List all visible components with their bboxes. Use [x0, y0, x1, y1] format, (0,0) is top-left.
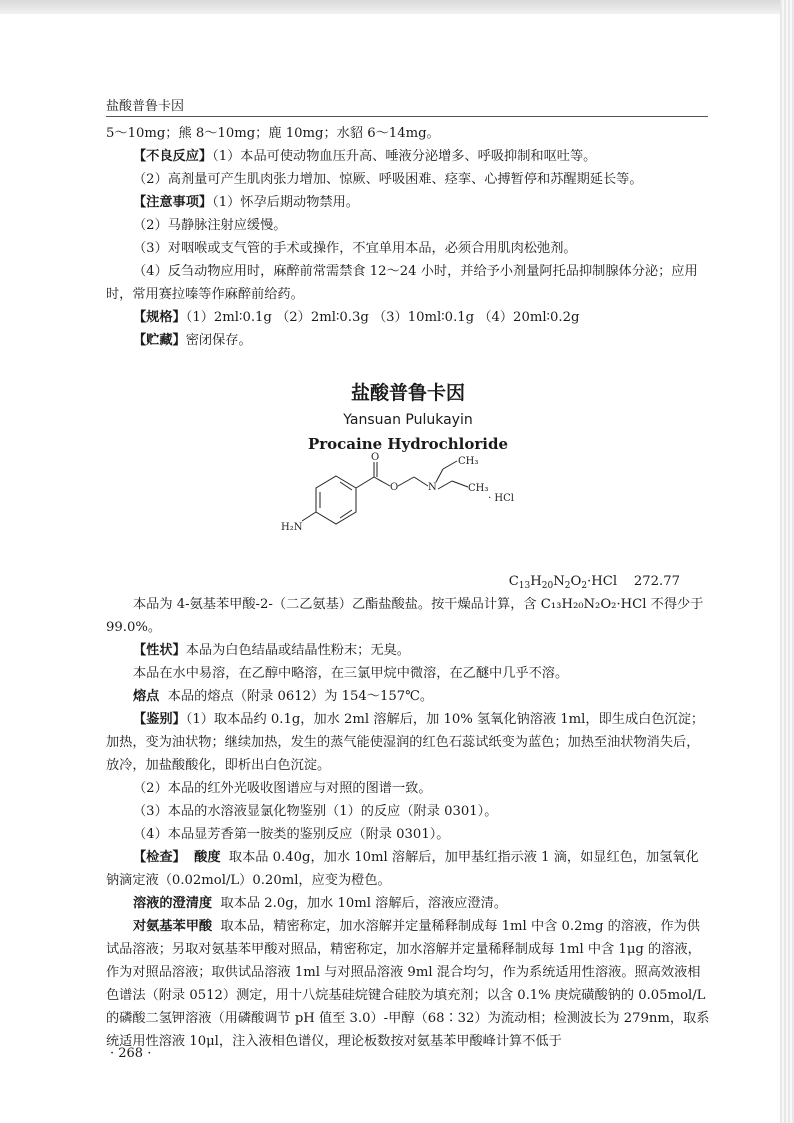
running-header: 盐酸普鲁卡因 [106, 99, 185, 114]
precautions-4: （4）反刍动物应用时，麻醉前常需禁食 12～24 小时，并给予小剂量阿托品抑制腺体分泌；应用时，常用赛拉嗪等作麻醉前给药。 [106, 264, 698, 302]
molecular-formula [106, 570, 710, 593]
intro-paragraph [106, 593, 710, 639]
solubility: 本品在水中易溶，在乙醇中略溶，在三氯甲烷中微溶，在乙醚中几乎不溶。 [133, 666, 569, 681]
monograph-title-english: Procaine Hydrochloride [307, 435, 509, 453]
properties [106, 639, 710, 662]
paragraph-text: （1）取本品约 0.1g，加水 2ml 溶解后，加 10% 氢氧化钠溶液 1ml，即生成白色沉淀；加热，变为油状物；继续加热，发生的蒸气能使湿润的红色石蕊试纸变为蓝色；加热至油状物消失后，放冷，加盐酸酸化，即析出白色沉淀。 [106, 712, 705, 773]
identification-2: （2）本品的红外光吸收图谱应与对照的图谱一致。 [133, 781, 432, 796]
section-label: 【鉴别】 [133, 712, 186, 727]
section-label: 熔点 [133, 689, 160, 704]
monograph-title-chinese: 盐酸普鲁卡因 [350, 382, 465, 404]
formula-subscript: 20 [541, 581, 554, 591]
paragraph-text: 密闭保存。 [185, 333, 252, 348]
scan-right-edge [780, 0, 794, 1123]
formula-element: C [508, 574, 519, 589]
paragraph-text: 本品的熔点（附录 0612）为 154～157℃。 [167, 689, 434, 704]
paragraph-text: 本品为 4-氨基苯甲酸-2-（二乙氨基）乙酯盐酸盐。按干燥品计算，含 [133, 597, 541, 612]
nitrogen-label: N [428, 482, 437, 493]
formula-subscript: 2 [581, 581, 588, 591]
adverse-reactions [106, 145, 710, 168]
methyl-label-1: CH₃ [458, 456, 479, 467]
page-number: · 268 · [110, 1046, 152, 1061]
formula-element: O [570, 574, 582, 589]
structure-drawing [106, 452, 710, 570]
molecular-weight: 272.77 [633, 574, 680, 589]
precautions [106, 191, 710, 214]
formula-subscript: 13 [518, 581, 531, 591]
paragraph-text: 本品为白色结晶或结晶性粉末；无臭。 [185, 643, 410, 658]
identification-4: （4）本品显芳香第一胺类的鉴别反应（附录 0301）。 [133, 827, 450, 842]
section-label: 【贮藏】 [133, 333, 186, 348]
subsection-label: 酸度 [194, 850, 221, 865]
amine-label: H₂N [281, 522, 303, 533]
ester-oxygen-label: O [390, 482, 399, 493]
formula-suffix: ·HCl [587, 574, 618, 589]
paragraph-text: 取本品 2.0g，加水 10ml 溶解后，溶液应澄清。 [220, 896, 508, 911]
carbonyl-oxygen-label: O [371, 452, 380, 463]
subsection-label: 对氨基苯甲酸 [133, 919, 213, 934]
monograph-title-pinyin: Yansuan Pulukayin [343, 412, 473, 428]
formula-element: N [553, 574, 565, 589]
header-rule [106, 116, 708, 117]
inline-formula: C₁₃H₂₀N₂O₂·HCl [540, 597, 647, 612]
storage [106, 329, 710, 352]
structural-formula [106, 452, 710, 570]
section-label: 【注意事项】 [133, 195, 213, 210]
paragraph-text: 取本品 0.40g，加水 10ml 溶解后，加甲基红指示液 1 滴，如显红色，加氢氧化钠滴定液（0.02mol/L）0.20ml，应变为橙色。 [106, 850, 699, 888]
precautions-3: （3）对咽喉或支气管的手术或操作，不宜单用本品，必须合用肌肉松弛剂。 [133, 241, 577, 256]
monograph-title-block [106, 378, 710, 456]
identification-3: （3）本品的水溶液显氯化物鉴别（1）的反应（附录 0301）。 [133, 804, 498, 819]
hcl-salt-label: · HCl [488, 493, 514, 504]
paragraph-text: 不得少于 99.0%。 [106, 597, 704, 635]
section-label: 【规格】 [133, 310, 186, 325]
scan-top-edge [0, 0, 794, 14]
section-label: 【检查】 [133, 850, 186, 865]
formula-element: H [530, 574, 542, 589]
identification [106, 708, 710, 777]
section-label: 【不良反应】 [133, 149, 213, 164]
adverse-reactions-2: （2）高剂量可产生肌肉张力增加、惊厥、呼吸困难、痉挛、心搏暂停和苏醒期延长等。 [133, 172, 643, 187]
precautions-2: （2）马静脉注射应缓慢。 [133, 218, 287, 233]
page-body [106, 122, 710, 1053]
melting-point [106, 685, 710, 708]
paragraph-text: （1）本品可使动物血压升高、唾液分泌增多、呼吸抑制和呕吐等。 [212, 149, 597, 164]
dose-line: 5～10mg；熊 8～10mg；鹿 10mg；水貂 6～14mg。 [106, 126, 440, 141]
tests-acidity [106, 846, 710, 892]
subsection-label: 溶液的澄清度 [133, 896, 213, 911]
paragraph-text: （1）2ml∶0.1g （2）2ml∶0.3g （3）10ml∶0.1g （4）20ml∶0.2g [185, 310, 580, 325]
paragraph-text: （1）怀孕后期动物禁用。 [212, 195, 359, 210]
paragraph-text: 取本品，精密称定，加水溶解并定量稀释制成每 1ml 中含 0.2mg 的溶液，作为供试品溶液；另取对氨基苯甲酸对照品，精密称定，加水溶解并定量稀释制成每 1ml 中含 1μg 的溶液，作为对照品溶液；取供试品溶液 1ml 与对照品溶液 9ml 混合均匀，作为系统适用性溶液。照高效液相色谱法（附录 0512）测定，用十八烷基硅烷键合硅胶为填充剂；以含 0.1% 庚烷磺酸钠的 0.05mol/L 的磷酸二氢钾溶液（用磷酸调节 pH 值至 3.0）-甲醇（68∶32）为流动相；检测波长为 279nm，取系统适用性溶液 10μl，注入液相色谱仪，理论板数按对氨基苯甲酸峰计算不低于 [106, 919, 710, 1049]
aminobenzoic-acid-test [106, 915, 710, 1053]
section-label: 【性状】 [133, 643, 186, 658]
solution-clarity [106, 892, 710, 915]
methyl-label-2: CH₃ [468, 483, 489, 494]
specifications [106, 306, 710, 329]
formula-subscript: 2 [564, 581, 571, 591]
